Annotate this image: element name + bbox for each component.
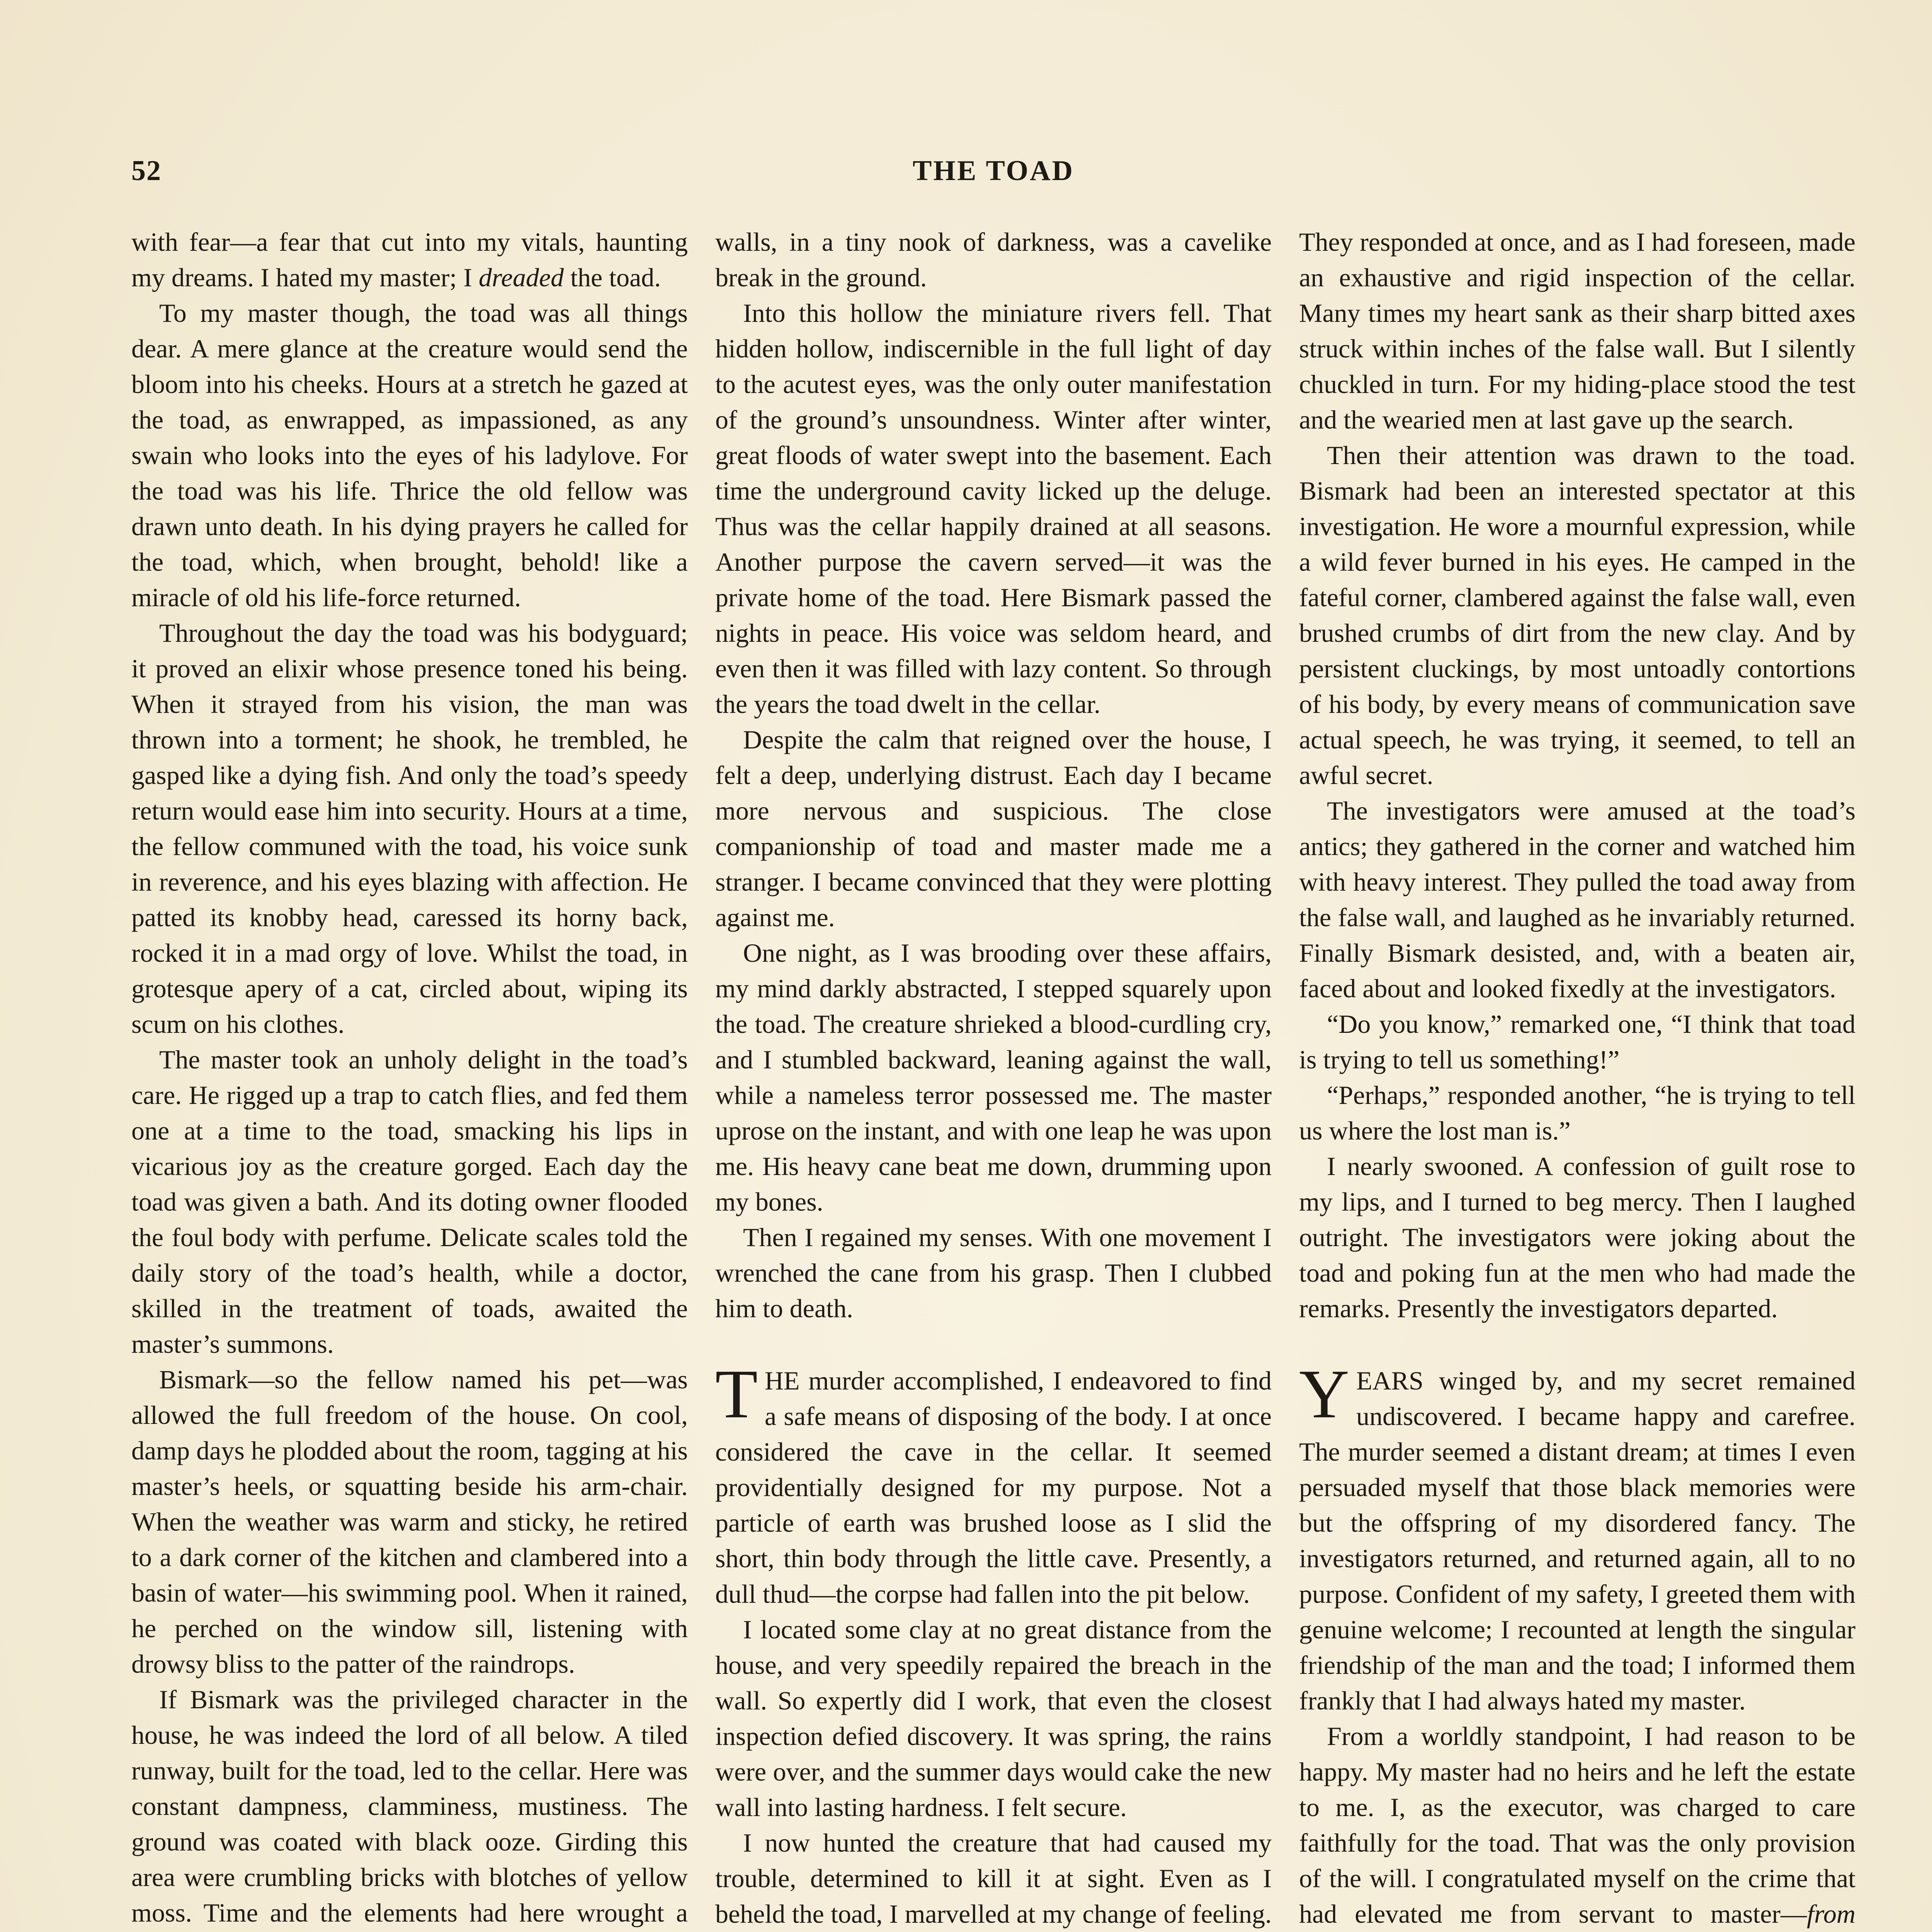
column-1 (131, 224, 688, 1932)
page-number: 52 (131, 155, 162, 187)
paragraph: Into this hollow the miniature rivers fell. That hidden hollow, indiscernible in the full light of day to the acutest eyes, was the only outer manifestation of the ground’s unsoundness. Winter after winter, great floods of water swept into the basement. Each time the underground cavity licked up the deluge. Thus was the cellar happily drained at all seasons. Another purpose the cavern served—it was the private home of the toad. Here Bismark passed the nights in peace. His voice was seldom heard, and even then it was filled with lazy content. So through the years the toad dwelt in the cellar. (715, 298, 1272, 719)
running-head (131, 155, 1855, 197)
section-start-paragraph: THE murder accomplished, I endeavored to find a safe means of disposing of the body. I at once considered the cave in the cellar. It seemed providentially designed for my purpose. Not a particle of earth was brushed loose as I slid the short, thin body through the little cave. Presently, a dull thud—the corpse had fallen into the pit below. (715, 1355, 1272, 1609)
paragraph: I nearly swooned. A confession of guilt rose to my lips, and I turned to beg mercy. Then I laughed outright. The investigators were joking about the toad and poking fun at the men who had made the remarks. Presently the investigators departed. (1299, 1151, 1855, 1323)
paragraph: Throughout the day the toad was his bodyguard; it proved an elixir whose presence toned his being. When it strayed from his vision, the man was thrown into a torment; he shook, he trembled, he gasped like a dying fish. And only the toad’s speedy return would ease him into security. Hours at a time, the fellow communed with the toad, his voice sunk in reverence, and his eyes blazing with affection. He patted its knobby head, caressed its horny back, rocked it in a mad orgy of love. Whilst the toad, in grotesque apery of a cat, circled about, wiping its scum on his clothes. (131, 618, 688, 1039)
paragraph: One night, as I was brooding over these affairs, my mind darkly abstracted, I stepped squarely upon the toad. The creature shrieked a blood-curdling cry, and I stumbled backward, leaning against the wall, while a nameless terror possessed me. The master uprose on the instant, and with one leap he was upon me. His heavy cane beat me down, drumming upon my bones. (715, 938, 1272, 1216)
section-start-paragraph: YEARS winged by, and my secret remained undiscovered. I became happy and carefree. The murder seemed a distant dream; at times I even persuaded myself that those black memories were but the offspring of my disordered fancy. The investigators returned, and returned again, all to no purpose. Confident of my safety, I greeted them with genuine welcome; I recounted at length the singular friendship of the man and the toad; I informed them frankly that I had always hated my master. (1299, 1355, 1855, 1715)
paragraph: I located some clay at no great distance from the house, and very speedily repaired the breach in the wall. So expertly did I work, that even the closest inspection defied discovery. It was spring, the rains were over, and the summer days would cake the new wall into lasting hardness. I felt secure. (715, 1615, 1272, 1822)
paragraph: Bismark—so the fellow named his pet—was allowed the full freedom of the house. On cool, damp days he plodded about the room, tagging at his master’s heels, or squatting beside his arm-chair. When the weather was warm and sticky, he retired to a dark corner of the kitchen and clambered into a basin of water—his swimming pool. When it rained, he perched on the window sill, listening with drowsy bliss to the patter of the raindrops. (131, 1365, 688, 1679)
paragraph: “Perhaps,” responded another, “he is trying to tell us where the lost man is.” (1299, 1080, 1855, 1145)
paragraph: The master took an unholy delight in the toad’s care. He rigged up a trap to catch flies, and fed them one at a time to the toad, smacking his lips in vicarious joy as the creature gorged. Each day the toad was given a bath. And its doting owner flooded the foul body with perfume. Delicate scales told the daily story of the toad’s health, while a doctor, skilled in the treatment of toads, awaited the master’s summons. (131, 1045, 688, 1359)
column-3 (1299, 224, 1855, 1932)
drop-cap: T (715, 1355, 758, 1432)
paragraph: “Do you know,” remarked one, “I think that toad is trying to tell us something!” (1299, 1009, 1855, 1074)
paragraph: They responded at once, and as I had foreseen, made an exhaustive and rigid inspection of the cellar. Many times my heart sank as their sharp bitted axes struck within inches of the false wall. But I silently chuckled in turn. For my hiding-place stood the test and the wearied men at last gave up the search. (1299, 227, 1855, 434)
paragraph: with fear—a fear that cut into my vitals, haunting my dreams. I hated my master; I dreaded the toad. (131, 227, 688, 292)
paragraph: To my master though, the toad was all things dear. A mere glance at the creature would send the bloom into his cheeks. Hours at a stretch he gazed at the toad, as enwrapped, as impassioned, as any swain who looks into the eyes of his ladylove. For the toad was his life. Thrice the old fellow was drawn unto death. In his dying prayers he called for the toad, which, when brought, behold! like a miracle of old his life-force returned. (131, 298, 688, 612)
paragraph: Then I regained my senses. With one movement I wrenched the cane from his grasp. Then I clubbed him to death. (715, 1223, 1272, 1323)
paragraph: If Bismark was the privileged character in the house, he was indeed the lord of all below. A tiled runway, built for the toad, led to the cellar. Here was constant dampness, clamminess, mustiness. The ground was coated with black ooze. Girding this area were crumbling bricks with blotches of yellow moss. Time and the elements had here wrought a (131, 1685, 688, 1927)
paragraph: The investigators were amused at the toad’s antics; they gathered in the corner and watched him with heavy interest. They pulled the toad away from the false wall, and laughed as he invariably returned. Finally Bismark desisted, and, with a beaten air, faced about and looked fixedly at the investigators. (1299, 796, 1855, 1003)
paragraph: Then their attention was drawn to the toad. Bismark had been an interested spectator at this investigation. He wore a mournful expression, while a wild fever burned in his eyes. He camped in the fateful corner, clambered against the false wall, even brushed crumbs of dirt from the new clay. And by persistent cluckings, by most untoadly contortions of his body, by every means of communication save actual speech, he was trying, it seemed, to tell an awful secret. (1299, 440, 1855, 790)
drop-cap: Y (1299, 1355, 1349, 1432)
page-header-title: THE TOAD (913, 155, 1074, 187)
column-2 (715, 224, 1272, 1932)
paragraph: From a worldly standpoint, I had reason to be happy. My master had no heirs and he left the estate to me. I, as the executor, was charged to care faithfully for the toad. That was the only provision of the will. I congratulated myself on the crime that had elevated me from servant to master—from (1299, 1721, 1855, 1929)
paragraph: Despite the calm that reigned over the house, I felt a deep, underlying distrust. Each day I became more nervous and suspicious. The close companionship of toad and master made me a stranger. I became convinced that they were plotting against me. (715, 725, 1272, 932)
text-columns (131, 224, 1855, 1932)
paragraph: I now hunted the creature that had caused my trouble, determined to kill it at sight. Even as I beheld the toad, I marvelled at my change of feeling. (715, 1828, 1272, 1929)
paragraph: walls, in a tiny nook of darkness, was a cavelike break in the ground. (715, 227, 1272, 292)
